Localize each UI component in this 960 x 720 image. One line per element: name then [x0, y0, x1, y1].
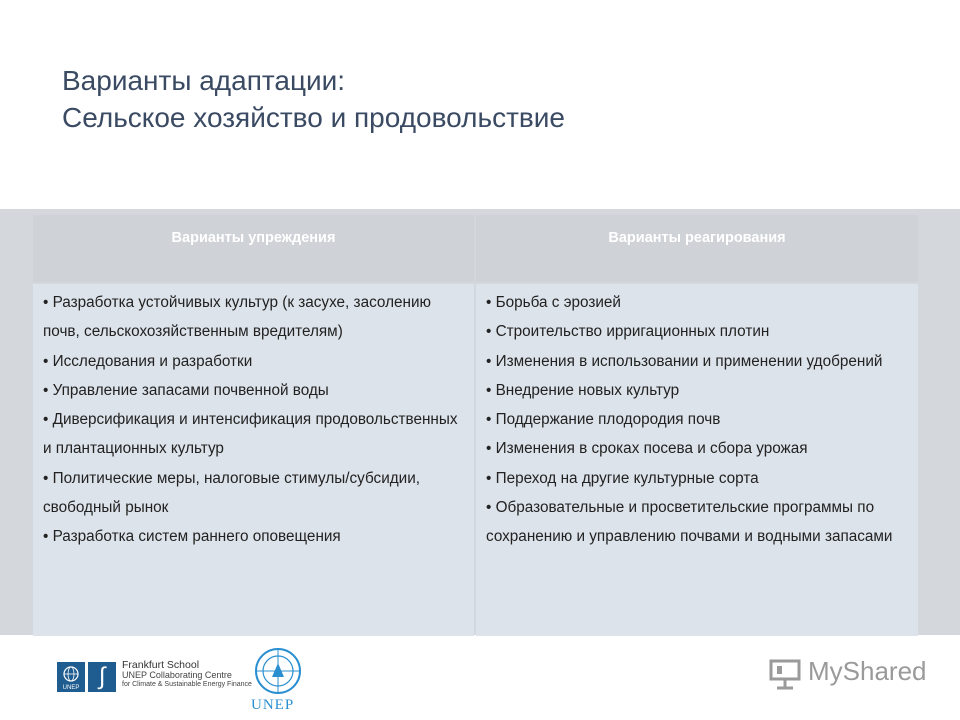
list-item: • Диверсификация и интенсификация продовольственных и плантационных культур: [43, 411, 458, 458]
slide-title: [62, 62, 565, 136]
list-item: • Разработка систем раннего оповещения: [43, 528, 341, 546]
list-item: • Строительство ирригационных плотин: [486, 323, 770, 341]
unep-emblem-icon: [249, 645, 307, 697]
title-line-1: Варианты адаптации:: [62, 65, 346, 96]
anticipatory-cell: [33, 284, 474, 636]
list-item: • Изменения в сроках посева и сбора урожая: [486, 440, 808, 458]
unep-logo-text: UNEP: [251, 697, 295, 713]
list-item: • Борьба с эрозией: [486, 294, 621, 311]
globe-icon: [57, 662, 85, 692]
unep-box-label: UNEP: [62, 685, 80, 691]
list-item: • Разработка устойчивых культур (к засухе, засолению почв, сельскохозяйственным вредителям): [43, 294, 431, 341]
list-item: • Исследования и разработки: [43, 352, 253, 370]
myshared-text: MyShared: [808, 656, 927, 686]
reactive-cell: [476, 284, 918, 636]
header-anticipatory: Варианты упреждения: [33, 215, 474, 282]
list-item: • Политические меры, налоговые стимулы/субсидии, свободный рынок: [43, 469, 421, 517]
list-item: • Переход на другие культурные сорта: [486, 469, 759, 487]
frankfurt-school-logo: ∫: [88, 662, 116, 692]
list-item: • Внедрение новых культур: [486, 381, 680, 399]
frankfurt-school-text: [122, 660, 252, 690]
unep-box-logo: [57, 662, 85, 692]
list-item: • Образовательные и просветительские программы по сохранению и управлению почвами и водными запасами: [486, 499, 893, 546]
fs-line-3: for Climate & Sustainable Energy Finance: [122, 681, 252, 688]
fs-line-2: UNEP Collaborating Centre: [122, 670, 232, 680]
list-item: • Поддержание плодородия почв: [486, 411, 721, 429]
list-item: • Управление запасами почвенной воды: [43, 381, 329, 399]
myshared-watermark: [768, 655, 928, 695]
adaptation-table: [33, 215, 918, 636]
title-line-2: Сельское хозяйство и продовольствие: [62, 102, 565, 133]
header-reactive: Варианты реагирования: [476, 215, 918, 282]
list-item: • Изменения в использовании и применении удобрений: [486, 352, 883, 370]
unep-logo: [249, 645, 307, 720]
fs-line-1: Frankfurt School: [122, 659, 200, 671]
presentation-icon: [768, 655, 804, 691]
